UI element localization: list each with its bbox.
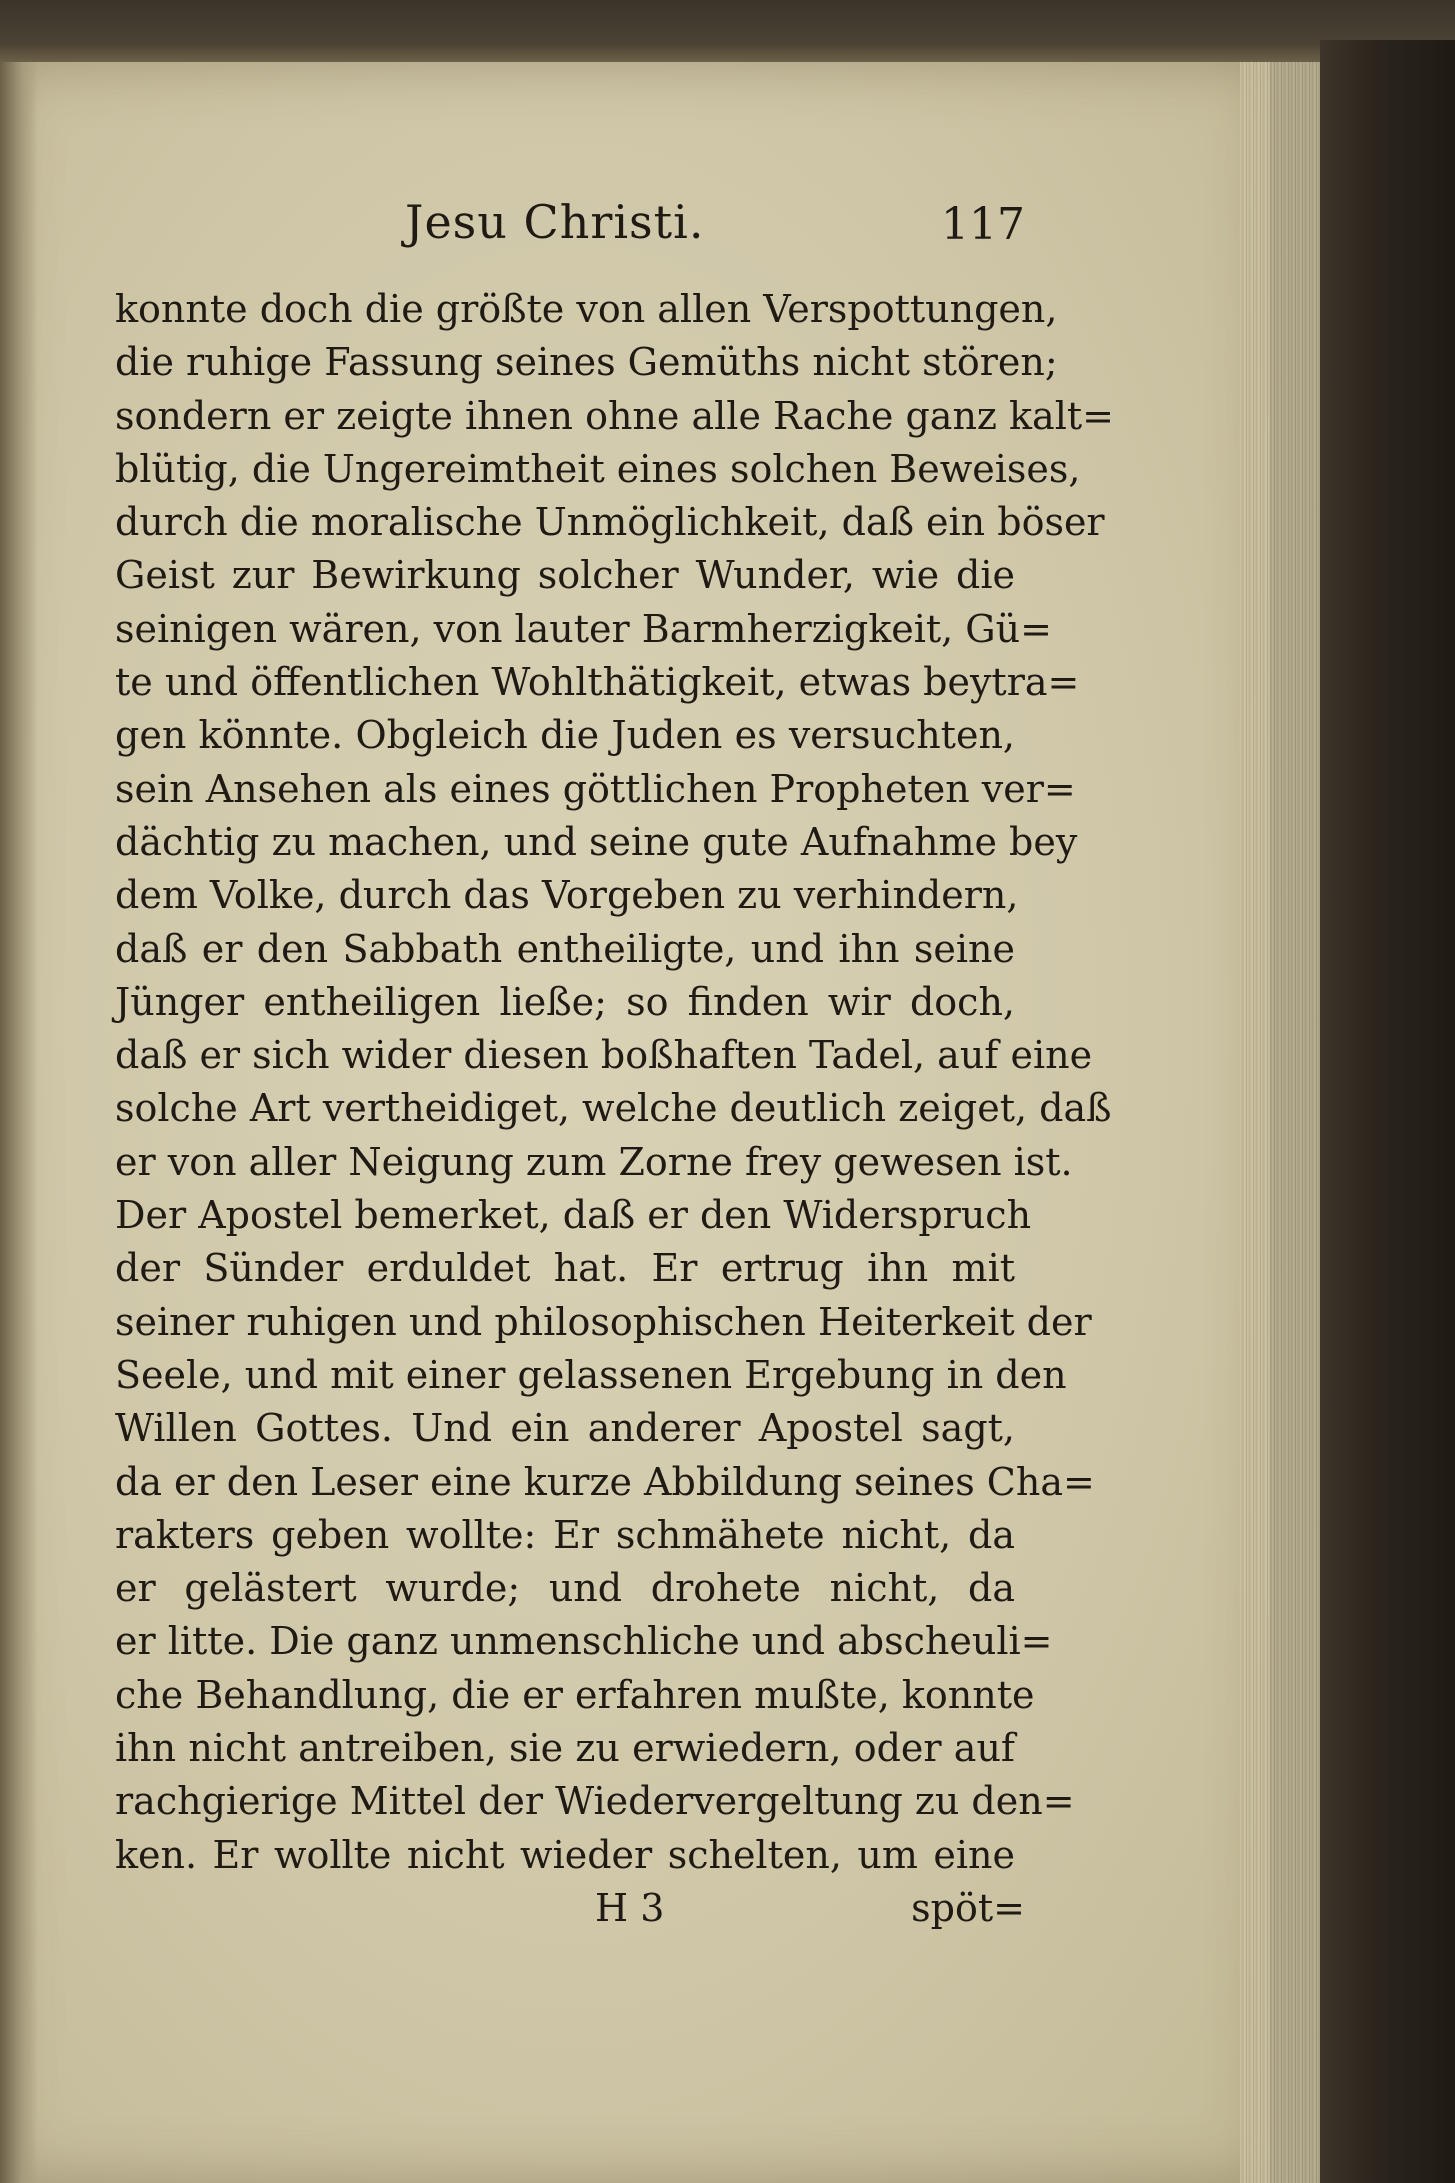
text-line: daß er sich wider diesen boßhaften Tadel, auf eine [115, 1033, 1093, 1078]
text-line: Geist zur Bewirkung solcher Wunder, wie die [115, 553, 1015, 598]
text-line: ihn nicht antreiben, sie zu erwiedern, oder auf [115, 1726, 1015, 1771]
text-line: der Sünder erduldet hat. Er ertrug ihn mit [115, 1246, 1015, 1291]
running-head: Jesu Christi. [405, 195, 705, 249]
text-line: Der Apostel bemerket, daß er den Widerspruch [115, 1193, 1032, 1238]
text-line: Seele, und mit einer gelassenen Ergebung in den [115, 1352, 1067, 1397]
text-line: konnte doch die größte von allen Verspottungen, [115, 287, 1058, 331]
text-line: Jünger entheiligen ließe; so finden wir doch, [115, 979, 1015, 1024]
page-gutter [0, 62, 38, 2183]
page-number: 117 [941, 199, 1025, 250]
text-line: te und öffentlichen Wohlthätigkeit, etwas beytra= [115, 660, 1080, 705]
book-cover-edge [1320, 40, 1455, 2183]
text-line: da er den Leser eine kurze Abbildung seines Cha= [115, 1459, 1095, 1504]
text-line: durch die moralische Unmöglichkeit, daß ein böser [115, 500, 1105, 545]
text-line: die ruhige Fassung seines Gemüths nicht stören; [115, 340, 1058, 385]
catchword: spöt= [911, 1885, 1025, 1930]
text-line: rakters geben wollte: Er schmähete nicht, da [115, 1512, 1015, 1557]
text-line: dem Volke, durch das Vorgeben zu verhindern, [115, 873, 1019, 918]
text-line: rachgierige Mittel der Wiedervergeltung zu den= [115, 1779, 1075, 1824]
page-footer [115, 1885, 1025, 1946]
text-line: er gelästert wurde; und drohete nicht, da [115, 1566, 1015, 1611]
text-line: ken. Er wollte nicht wieder schelten, um eine [115, 1832, 1015, 1877]
text-line: daß er den Sabbath entheiligte, und ihn seine [115, 926, 1015, 971]
text-line: seiner ruhigen und philosophischen Heiterkeit der [115, 1299, 1092, 1344]
signature-mark: H 3 [595, 1885, 665, 1930]
text-line: er von aller Neigung zum Zorne frey gewesen ist. [115, 1139, 1073, 1184]
text-line: blütig, die Ungereimtheit eines solchen Beweises, [115, 446, 1081, 491]
page-header [115, 195, 1025, 275]
text-line: gen könnte. Obgleich die Juden es versuchten, [115, 713, 1015, 758]
text-line: seinigen wären, von lauter Barmherzigkeit, Gü= [115, 606, 1052, 651]
text-line: Willen Gottes. Und ein anderer Apostel sagt, [115, 1406, 1015, 1451]
text-line: sondern er zeigte ihnen ohne alle Rache ganz kalt= [115, 393, 1114, 438]
text-line: che Behandlung, die er erfahren mußte, konnte [115, 1672, 1035, 1717]
body-text [115, 283, 1114, 1882]
text-line: solche Art vertheidiget, welche deutlich zeiget, daß [115, 1086, 1112, 1131]
page-edges [1240, 62, 1320, 2183]
text-line: sein Ansehen als eines göttlichen Propheten ver= [115, 766, 1076, 811]
text-line: dächtig zu machen, und seine gute Aufnahme bey [115, 819, 1078, 864]
page-text-block [115, 195, 1114, 1946]
scan-background-top [0, 0, 1455, 62]
text-line: er litte. Die ganz unmenschliche und abscheuli= [115, 1619, 1053, 1664]
